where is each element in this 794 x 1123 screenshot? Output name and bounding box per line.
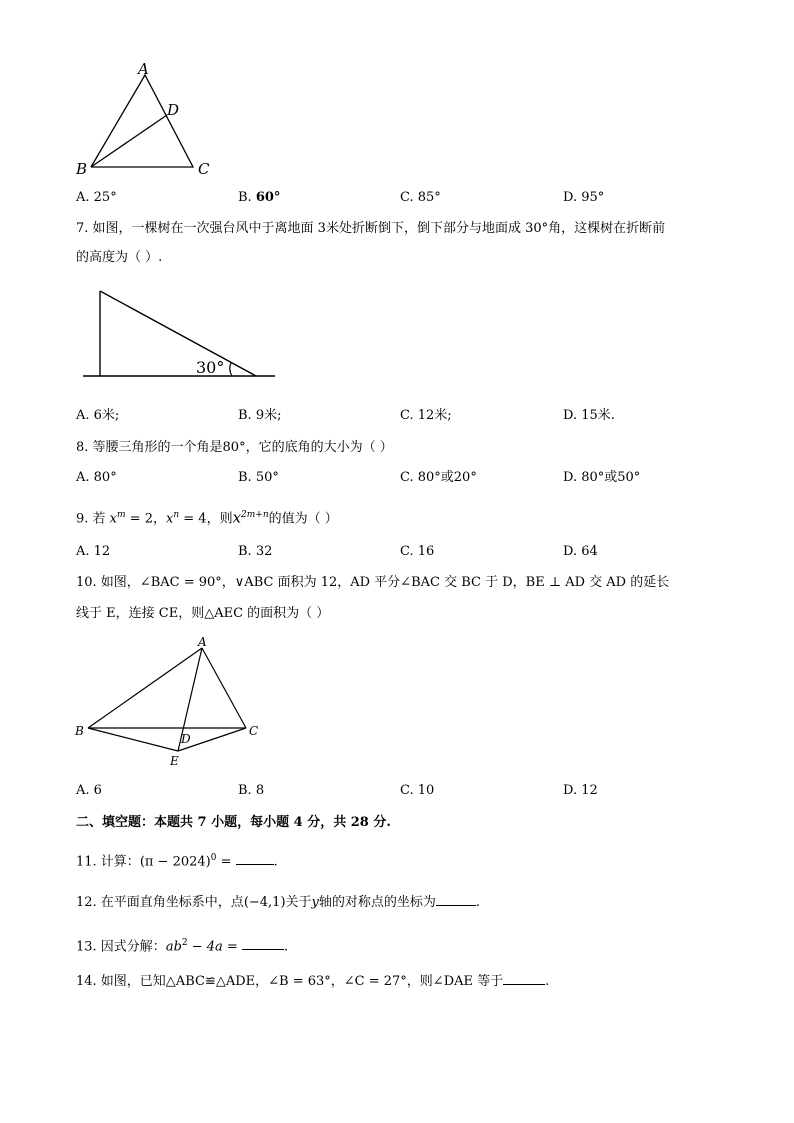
q9-x3: x xyxy=(232,508,242,527)
q11-stem xyxy=(76,850,278,870)
q13-end: . xyxy=(283,939,289,955)
q11-end: . xyxy=(273,854,278,870)
q11-prefix: 11. 计算： xyxy=(76,854,140,870)
q14-stem xyxy=(76,972,549,990)
q6-option-d: D. 95° xyxy=(563,190,605,205)
q6-label-b: B xyxy=(76,160,88,178)
q13-sup: 2 xyxy=(181,938,188,948)
q10-triangle-figure xyxy=(70,632,270,772)
q10-option-b: B. 8 xyxy=(238,783,265,798)
q7-angle-label: 30° xyxy=(196,358,225,377)
q10-label-c: C xyxy=(249,724,259,738)
q13-prefix: 13. 因式分解： xyxy=(76,939,166,955)
q12-suffix: 轴的对称点的坐标为 xyxy=(318,895,436,910)
q6-label-c: C xyxy=(198,160,210,178)
q6-option-c: C. 85° xyxy=(400,190,441,205)
q8-stem: 8. 等腰三角形的一个角是80°，它的底角的大小为（ ） xyxy=(76,440,393,455)
q9-x2: x xyxy=(166,511,174,527)
q7-option-b: B. 9米; xyxy=(238,408,282,423)
q14-answer-blank[interactable] xyxy=(503,972,545,985)
q8-option-a: A. 80° xyxy=(76,470,117,485)
q13-expr-a: ab xyxy=(165,939,182,955)
q7-option-a: A. 6米; xyxy=(76,408,120,423)
q14-end: . xyxy=(545,974,550,989)
q9-suffix: 的值为（ ） xyxy=(268,511,338,527)
q7-tree-figure xyxy=(80,285,280,385)
q11-sup: 0 xyxy=(210,853,217,863)
q12-mid: 关于 xyxy=(285,895,312,910)
section2-heading: 二、填空题：本题共 7 小题，每小题 4 分，共 28 分. xyxy=(76,815,391,830)
q10-label-a: A xyxy=(198,635,207,649)
q11-expr: (π − 2024) xyxy=(139,854,211,870)
q9-prefix: 9. 若 xyxy=(76,511,110,527)
q13-expr-b: − 4a = xyxy=(187,939,242,955)
q9-n-sup: n xyxy=(173,510,180,520)
q10-label-b: B xyxy=(75,724,84,738)
q9-m-eq: = 2， xyxy=(125,511,166,527)
q6-label-a: A xyxy=(138,60,149,78)
q12-end: . xyxy=(475,895,481,910)
q10-stem-line2: 线于 E，连接 CE，则△AEC 的面积为（ ） xyxy=(76,606,330,621)
q9-x1: x xyxy=(109,511,118,527)
q12-prefix: 12. 在平面直角坐标系中，点 xyxy=(76,895,244,910)
q10-label-d: D xyxy=(181,732,191,746)
q12-point: (−4,1) xyxy=(243,895,286,910)
q11-answer-blank[interactable] xyxy=(236,852,274,865)
q12-answer-blank[interactable] xyxy=(436,893,476,906)
q12-stem xyxy=(76,893,480,911)
q8-option-d: D. 80°或50° xyxy=(563,470,641,485)
q14-text: 14. 如图，已知△ABC≌△ADE，∠B = 63°，∠C = 27°，则∠DAE 等于 xyxy=(76,974,504,989)
q10-option-a: A. 6 xyxy=(76,783,102,798)
q9-option-c: C. 16 xyxy=(400,544,435,559)
q6-option-a: A. 25° xyxy=(76,190,117,205)
q10-label-e: E xyxy=(170,754,179,768)
q9-m-sup: m xyxy=(117,510,126,520)
q6-option-b: B. 60° xyxy=(238,190,281,205)
q7-stem-line1: 7. 如图，一棵树在一次强台风中于离地面 3米处折断倒下，倒下部分与地面成 30°角，这棵树在折断前 xyxy=(76,221,666,236)
q10-stem-line1: 10. 如图，∠BAC = 90°，∨ABC 面积为 12，AD 平分∠BAC 交 BC 于 D，BE ⊥ AD 交 AD 的延长 xyxy=(76,575,670,590)
q9-option-b: B. 32 xyxy=(238,544,273,559)
q7-option-c: C. 12米; xyxy=(400,408,452,423)
q9-n-eq: = 4，则 xyxy=(179,511,233,527)
q8-option-c: C. 80°或20° xyxy=(400,470,477,485)
q12-axis: y xyxy=(311,895,319,910)
q13-stem xyxy=(76,935,288,955)
q8-option-b: B. 50° xyxy=(238,470,279,485)
q9-option-d: D. 64 xyxy=(563,544,598,559)
q9-option-a: A. 12 xyxy=(76,544,111,559)
q6-label-d: D xyxy=(167,101,180,119)
q10-option-c: C. 10 xyxy=(400,783,435,798)
q10-option-d: D. 12 xyxy=(563,783,598,798)
q7-stem-line2: 的高度为（ ）. xyxy=(76,250,163,265)
q13-answer-blank[interactable] xyxy=(242,937,284,950)
q9-stem xyxy=(76,507,338,527)
q6-triangle-figure xyxy=(70,55,230,185)
q7-option-d: D. 15米. xyxy=(563,408,615,423)
q9-exp: 2m+n xyxy=(241,510,269,520)
q11-suffix: = xyxy=(216,854,236,870)
